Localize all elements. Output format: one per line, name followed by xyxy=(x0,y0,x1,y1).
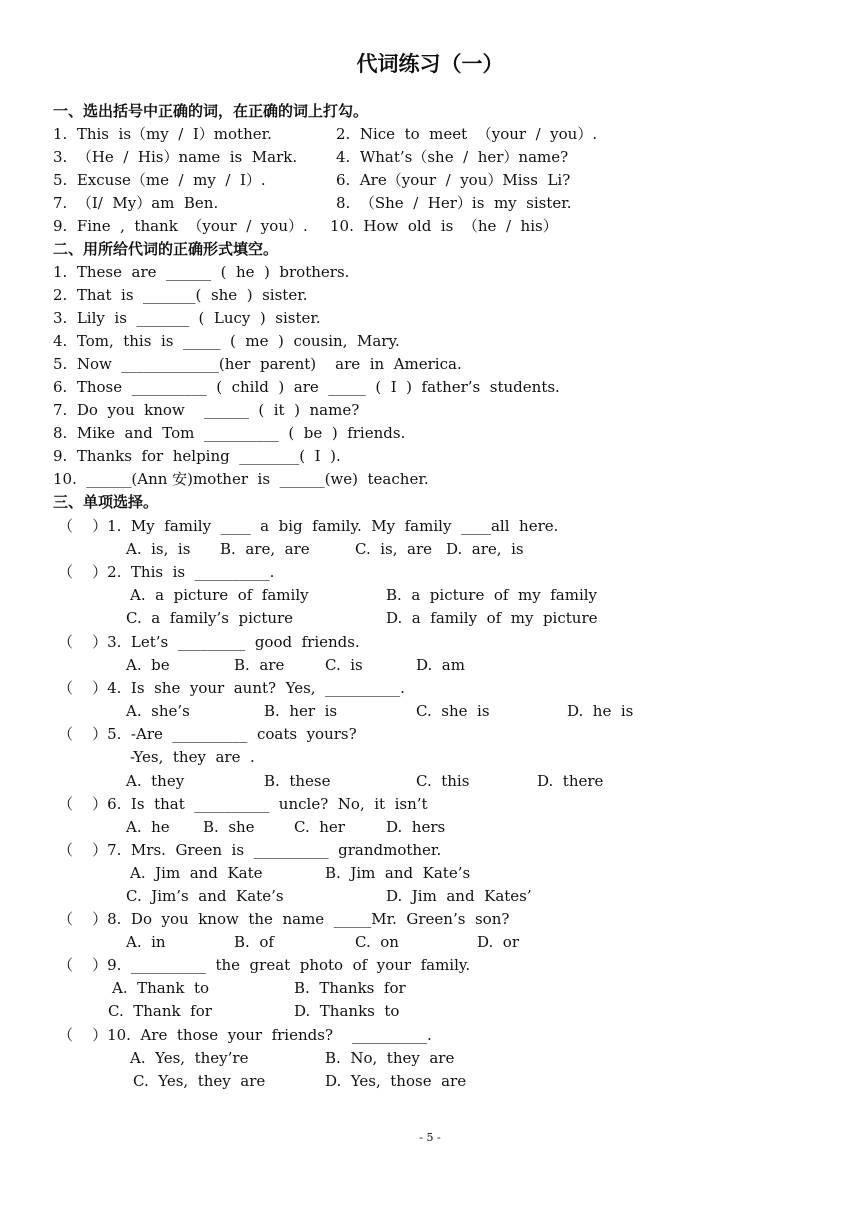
s1-item-10: 10. How old is （he / his） xyxy=(330,217,558,235)
q9-option-c: C. Thank for xyxy=(108,1002,212,1020)
q1-option-d: D. are, is xyxy=(446,540,524,558)
s2-item-1: 1. These are ______ ( he ) brothers. xyxy=(53,263,350,281)
page-title: 代词练习（一） xyxy=(356,52,504,76)
q2-option-a: A. a picture of family xyxy=(130,586,309,604)
q4-option-c: C. she is xyxy=(416,702,490,720)
s2-item-7: 7. Do you know ______ ( it ) name? xyxy=(53,401,360,419)
q3-option-c: C. is xyxy=(325,656,363,674)
s1-item-9: 9. Fine , thank （your / you）. xyxy=(53,217,308,235)
q7-option-c: C. Jim’s and Kate’s xyxy=(126,887,284,905)
q4-option-d: D. he is xyxy=(567,702,634,720)
q6-stem: （ ）6. Is that __________ uncle? No, it isn’t xyxy=(58,795,428,813)
s1-item-5: 5. Excuse（me / my / I）. xyxy=(53,171,266,189)
q10-option-a: A. Yes, they’re xyxy=(130,1049,249,1067)
s1-item-7: 7. （I/ My）am Ben. xyxy=(53,194,219,212)
q5-stem-reply: -Yes, they are . xyxy=(130,748,255,766)
q10-option-c: C. Yes, they are xyxy=(133,1072,266,1090)
q9-option-b: B. Thanks for xyxy=(294,979,406,997)
q5-option-c: C. this xyxy=(416,772,470,790)
q5-option-d: D. there xyxy=(537,772,604,790)
s1-item-3: 3. （He / His）name is Mark. xyxy=(53,148,298,166)
q10-option-b: B. No, they are xyxy=(325,1049,455,1067)
q2-option-c: C. a family’s picture xyxy=(126,609,294,627)
q8-option-c: C. on xyxy=(355,933,399,951)
q9-option-d: D. Thanks to xyxy=(294,1002,400,1020)
q6-option-c: C. her xyxy=(294,818,345,836)
q8-stem: （ ）8. Do you know the name _____Mr. Green’s son? xyxy=(58,910,510,928)
q2-option-b: B. a picture of my family xyxy=(386,586,598,604)
s1-item-1: 1. This is（my / I）mother. xyxy=(53,125,272,143)
q3-option-b: B. are xyxy=(234,656,285,674)
s1-item-2: 2. Nice to meet （your / you）. xyxy=(336,125,598,143)
s1-item-8: 8. （She / Her）is my sister. xyxy=(336,194,572,212)
q8-option-d: D. or xyxy=(477,933,519,951)
q2-option-d: D. a family of my picture xyxy=(386,609,598,627)
q1-stem: （ ）1. My family ____ a big family. My family ____all here. xyxy=(58,517,559,535)
q5-option-b: B. these xyxy=(264,772,331,790)
q1-option-b: B. are, are xyxy=(220,540,310,558)
s2-item-3: 3. Lily is _______ ( Lucy ) sister. xyxy=(53,309,321,327)
s1-item-4: 4. What’s（she / her）name? xyxy=(336,148,569,166)
q8-option-a: A. in xyxy=(126,933,166,951)
q9-option-a: A. Thank to xyxy=(112,979,210,997)
q6-option-b: B. she xyxy=(203,818,255,836)
q4-option-b: B. her is xyxy=(264,702,338,720)
s2-item-9: 9. Thanks for helping ________( I ). xyxy=(53,447,341,465)
s2-item-4: 4. Tom, this is _____ ( me ) cousin, Mary. xyxy=(53,332,400,350)
s2-item-5: 5. Now _____________(her parent) are in America. xyxy=(53,355,462,373)
section-3-heading: 三、单项选择。 xyxy=(53,493,159,511)
q2-stem: （ ）2. This is __________. xyxy=(58,563,275,581)
s2-item-6: 6. Those __________ ( child ) are _____ ( I ) father’s students. xyxy=(53,378,560,396)
s2-item-10: 10. ______(Ann 安)mother is ______(we) teacher. xyxy=(53,470,429,488)
q5-option-a: A. they xyxy=(126,772,185,790)
q7-option-a: A. Jim and Kate xyxy=(130,864,263,882)
q1-option-a: A. is, is xyxy=(126,540,191,558)
q9-stem: （ ）9. __________ the great photo of your family. xyxy=(58,956,471,974)
q5-stem: （ ）5. -Are __________ coats yours? xyxy=(58,725,357,743)
q8-option-b: B. of xyxy=(234,933,274,951)
q6-option-a: A. he xyxy=(126,818,170,836)
q6-option-d: D. hers xyxy=(386,818,446,836)
q7-stem: （ ）7. Mrs. Green is __________ grandmother. xyxy=(58,841,442,859)
q4-option-a: A. she’s xyxy=(126,702,190,720)
s2-item-8: 8. Mike and Tom __________ ( be ) friends. xyxy=(53,424,406,442)
q3-stem: （ ）3. Let’s _________ good friends. xyxy=(58,633,360,651)
q3-option-d: D. am xyxy=(416,656,465,674)
q3-option-a: A. be xyxy=(126,656,170,674)
s1-item-6: 6. Are（your / you）Miss Li? xyxy=(336,171,571,189)
q4-stem: （ ）4. Is she your aunt? Yes, __________. xyxy=(58,679,405,697)
s2-item-2: 2. That is _______( she ) sister. xyxy=(53,286,308,304)
section-1-heading: 一、选出括号中正确的词，在正确的词上打勾。 xyxy=(53,102,369,120)
q7-option-b: B. Jim and Kate’s xyxy=(325,864,471,882)
q10-option-d: D. Yes, those are xyxy=(325,1072,467,1090)
q10-stem: （ ）10. Are those your friends? __________. xyxy=(58,1026,432,1044)
page-number: - 5 - xyxy=(419,1131,441,1144)
q1-option-c: C. is, are xyxy=(355,540,433,558)
q7-option-d: D. Jim and Kates’ xyxy=(386,887,532,905)
section-2-heading: 二、用所给代词的正确形式填空。 xyxy=(53,240,279,258)
